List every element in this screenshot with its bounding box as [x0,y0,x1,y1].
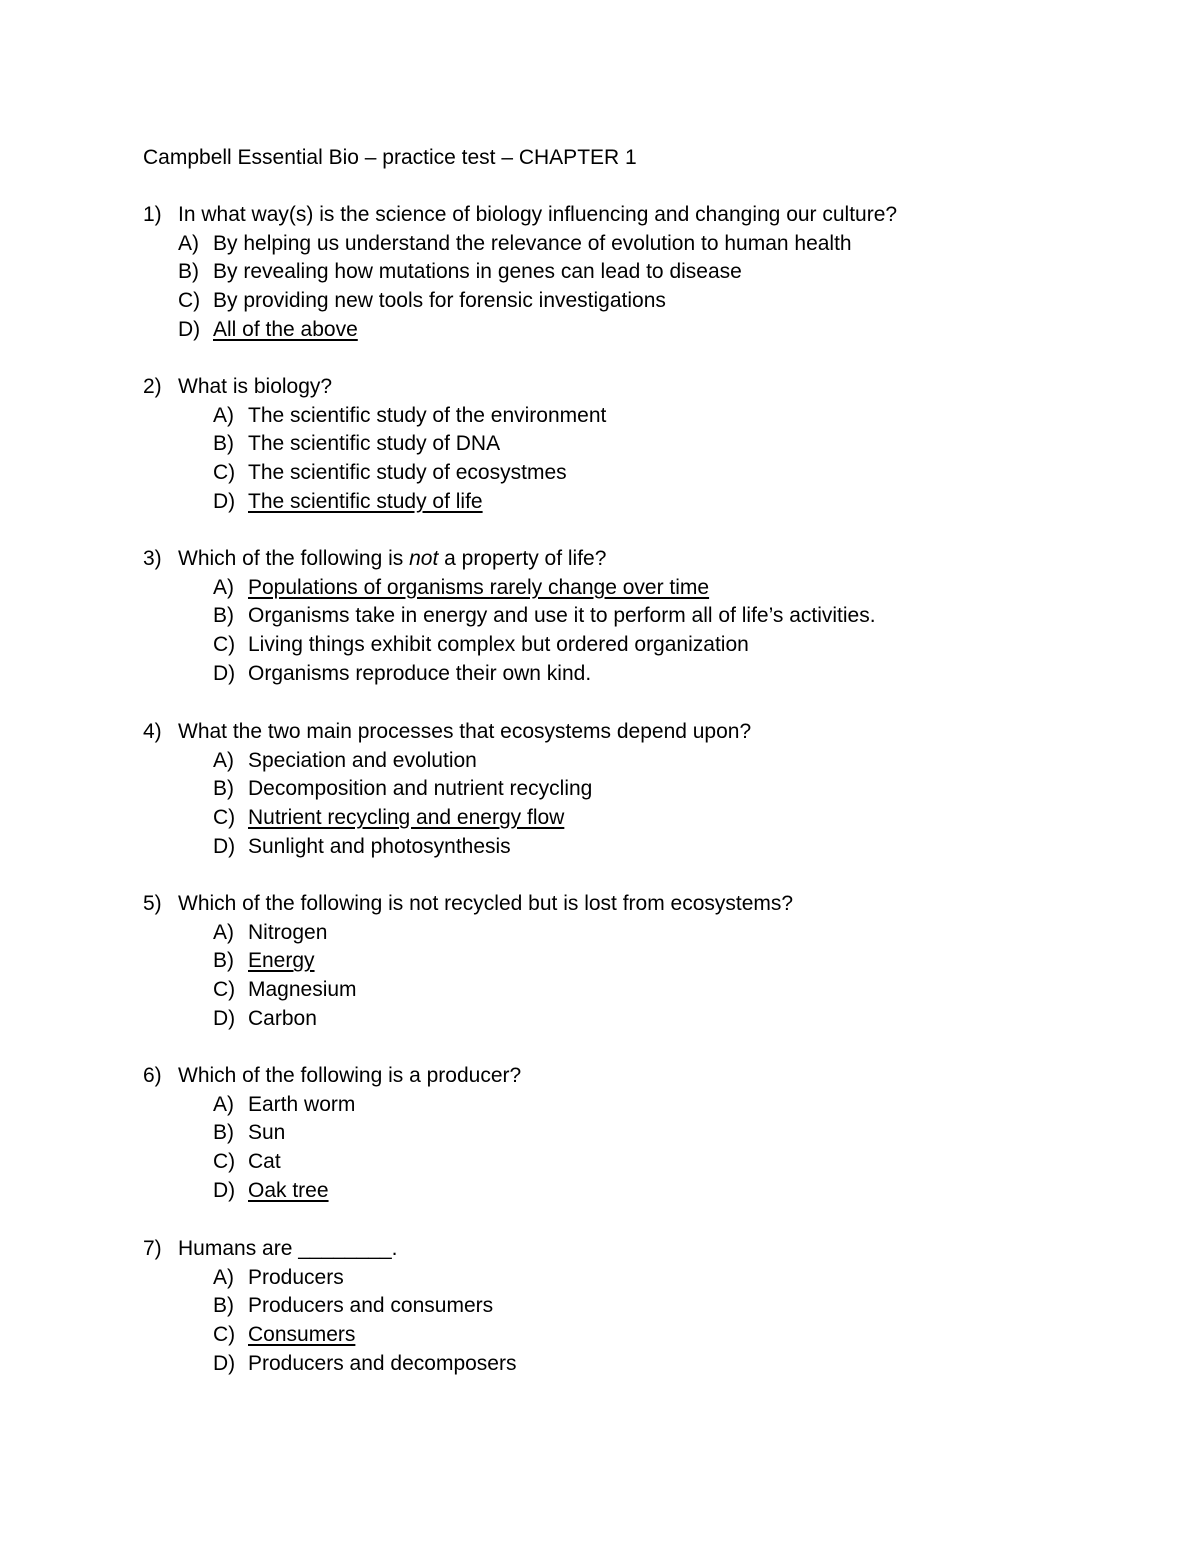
option-text-correct: Energy [248,949,315,973]
option-letter: B) [213,1121,234,1145]
option-letter: A) [178,231,199,255]
question-5 [143,890,1143,1033]
option-letter: A) [213,403,234,427]
option-text-correct: The scientific study of life [248,489,483,513]
answer-option-d [143,660,1143,689]
answer-option-b [143,1119,1143,1148]
question-stem [143,718,1143,747]
option-letter: B) [213,604,234,628]
answer-option-d [143,316,1143,345]
option-letter: D) [213,1178,236,1202]
question-4 [143,718,1143,861]
question-text-after: a property of life? [438,547,607,570]
option-letter: C) [213,806,236,830]
option-letter: B) [213,432,234,456]
option-text: By helping us understand the relevance of evolution to human health [213,231,852,255]
option-letter: D) [213,489,236,513]
answer-option-a [143,1264,1143,1293]
option-letter: D) [213,661,236,685]
answer-option-b [143,430,1143,459]
question-number: 3) [143,547,162,570]
answer-option-a [143,919,1143,948]
question-stem [143,1235,1143,1264]
page-title: Campbell Essential Bio – practice test – CHAPTER 1 [143,146,637,169]
answer-option-c [143,976,1143,1005]
question-text [178,545,606,574]
question-text: In what way(s) is the science of biology influencing and changing our culture? [178,203,898,226]
question-number: 4) [143,720,162,743]
option-text: By revealing how mutations in genes can lead to disease [213,260,742,284]
answer-option-b [143,602,1143,631]
option-text-correct: Nutrient recycling and energy flow [248,806,565,830]
option-text: Cat [248,1150,281,1174]
question-2 [143,373,1143,516]
answer-option-a [143,747,1143,776]
question-stem [143,1062,1143,1091]
option-text: The scientific study of the environment [248,403,607,427]
option-text: Carbon [248,1006,317,1030]
answer-option-d [143,1350,1143,1379]
answer-option-a [143,402,1143,431]
option-letter: C) [178,289,201,313]
answer-option-b [143,258,1143,287]
option-text: The scientific study of DNA [248,432,501,456]
question-number: 2) [143,375,162,398]
question-7 [143,1235,1143,1378]
option-text: Producers [248,1265,344,1289]
option-letter: A) [213,575,234,599]
option-text: Earth worm [248,1092,356,1116]
option-letter: A) [213,920,234,944]
option-text-correct: Populations of organisms rarely change over time [248,575,710,599]
answer-option-a [143,230,1143,259]
option-letter: C) [213,461,236,485]
option-letter: A) [213,1265,234,1289]
option-text: Producers and consumers [248,1294,494,1318]
option-letter: C) [213,978,236,1002]
question-text: Humans are ________. [178,1237,398,1260]
answer-option-a [143,574,1143,603]
option-letter: A) [213,1092,234,1116]
answer-option-d [143,833,1143,862]
question-number: 6) [143,1064,162,1087]
answer-option-b [143,947,1143,976]
answer-option-c [143,459,1143,488]
option-letter: D) [213,834,236,858]
option-letter: B) [178,260,199,284]
option-letter: B) [213,1294,234,1318]
question-text: What is biology? [178,375,333,398]
option-text: Speciation and evolution [248,748,477,772]
option-text: Nitrogen [248,920,328,944]
option-letter: B) [213,777,234,801]
answer-option-a [143,1091,1143,1120]
option-text: By providing new tools for forensic investigations [213,289,666,313]
option-letter: B) [213,949,234,973]
option-text: The scientific study of ecosystmes [248,461,567,485]
question-text: Which of the following is not recycled but is lost from ecosystems? [178,892,794,915]
question-text: Which of the following is a producer? [178,1064,522,1087]
question-1 [143,201,1143,344]
option-letter: D) [178,317,201,341]
answer-option-c [143,804,1143,833]
question-number: 7) [143,1237,162,1260]
question-stem [143,890,1143,919]
question-text-emphasis: not [409,547,439,570]
question-text-before: Which of the following is [178,547,410,570]
option-letter: D) [213,1351,236,1375]
option-text: Magnesium [248,978,357,1002]
answer-option-d [143,1177,1143,1206]
answer-option-d [143,1005,1143,1034]
question-number: 5) [143,892,162,915]
answer-option-b [143,1292,1143,1321]
option-text: Organisms take in energy and use it to perform all of life’s activities. [248,604,876,628]
answer-option-c [143,287,1143,316]
option-text-correct: All of the above [213,317,358,341]
question-stem [143,201,1143,230]
answer-option-d [143,488,1143,517]
question-6 [143,1062,1143,1205]
option-text-correct: Consumers [248,1323,356,1347]
option-text: Organisms reproduce their own kind. [248,661,592,685]
answer-option-c [143,1148,1143,1177]
question-stem [143,545,1143,574]
answer-option-b [143,775,1143,804]
option-letter: C) [213,1323,236,1347]
option-letter: D) [213,1006,236,1030]
question-3 [143,545,1143,688]
option-text: Sunlight and photosynthesis [248,834,511,858]
option-letter: C) [213,1150,236,1174]
question-text: What the two main processes that ecosystems depend upon? [178,720,752,743]
option-text: Producers and decomposers [248,1351,517,1375]
option-letter: A) [213,748,234,772]
question-stem [143,373,1143,402]
answer-option-c [143,631,1143,660]
option-text: Sun [248,1121,286,1145]
option-text: Decomposition and nutrient recycling [248,777,593,801]
option-text-correct: Oak tree [248,1178,329,1202]
answer-option-c [143,1321,1143,1350]
option-text: Living things exhibit complex but ordered organization [248,633,749,657]
question-number: 1) [143,203,162,226]
option-letter: C) [213,633,236,657]
